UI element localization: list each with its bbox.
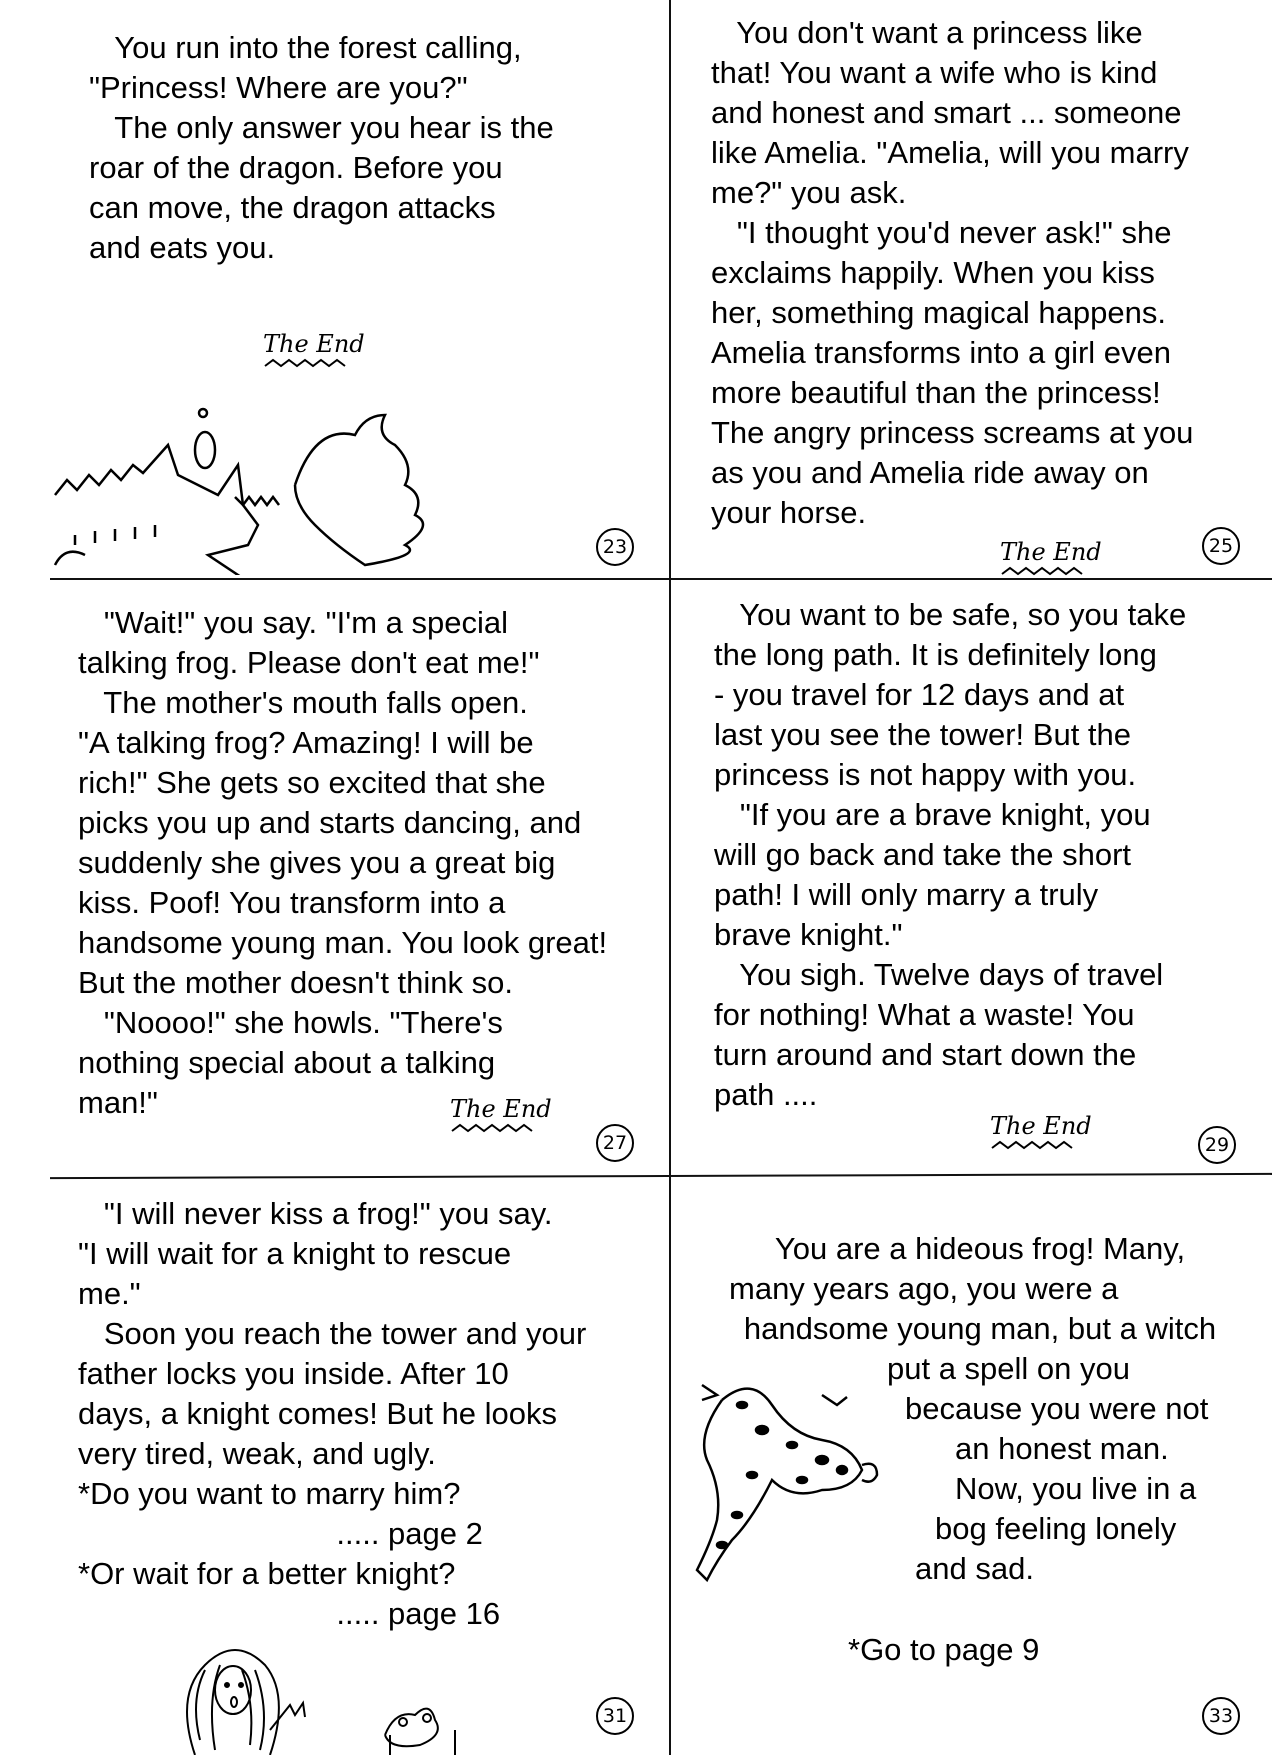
text-line: days, a knight comes! But he looks bbox=[78, 1396, 558, 1431]
the-end-label: The End bbox=[1000, 538, 1120, 576]
dragon-illustration bbox=[45, 405, 505, 575]
text-line: because you were not bbox=[905, 1391, 1209, 1426]
text-line: You are a hideous frog! Many, bbox=[774, 1231, 1186, 1266]
text-line: You want to be safe, so you take bbox=[714, 597, 1187, 632]
text-line: very tired, weak, and ugly. bbox=[78, 1436, 436, 1471]
text-line: can move, the dragon attacks bbox=[89, 190, 496, 225]
text-line: kiss. Poof! You transform into a bbox=[78, 885, 506, 920]
text-line: Soon you reach the tower and your bbox=[78, 1316, 587, 1351]
page-number-29: 29 bbox=[1198, 1126, 1236, 1164]
panel-23-text bbox=[89, 28, 554, 268]
text-line: roar of the dragon. Before you bbox=[89, 150, 503, 185]
text-line: path! I will only marry a truly bbox=[714, 877, 1099, 912]
text-line: You sigh. Twelve days of travel bbox=[714, 957, 1164, 992]
text-line: "I thought you'd never ask!" she bbox=[711, 215, 1172, 250]
horizontal-divider-bottom bbox=[50, 1173, 1272, 1179]
text-line: brave knight." bbox=[714, 917, 903, 952]
text-line: will go back and take the short bbox=[714, 837, 1132, 872]
page-number-31: 31 bbox=[596, 1697, 634, 1735]
text-line: The only answer you hear is the bbox=[89, 110, 554, 145]
choice-option: *Or wait for a better knight? bbox=[78, 1556, 456, 1591]
the-end-label: The End bbox=[990, 1112, 1110, 1150]
text-line: me." bbox=[78, 1276, 141, 1311]
text-line: princess is not happy with you. bbox=[714, 757, 1137, 792]
choice-page-ref: ..... page 16 bbox=[78, 1596, 501, 1631]
choice-option: *Do you want to marry him? bbox=[78, 1476, 461, 1511]
text-line: path .... bbox=[714, 1077, 818, 1112]
choice-page-ref: ..... page 2 bbox=[78, 1516, 483, 1551]
text-line: "I will wait for a knight to rescue bbox=[78, 1236, 512, 1271]
text-line: handsome young man. You look great! bbox=[78, 925, 608, 960]
text-line: The mother's mouth falls open. bbox=[78, 685, 528, 720]
text-line: picks you up and starts dancing, and bbox=[78, 805, 582, 840]
text-line: an honest man. bbox=[955, 1431, 1169, 1466]
panel-29-text bbox=[714, 595, 1186, 1115]
text-line: more beautiful than the princess! bbox=[711, 375, 1161, 410]
text-line: "I will never kiss a frog!" you say. bbox=[78, 1196, 553, 1231]
panel-27-text bbox=[78, 603, 607, 1123]
text-line: and eats you. bbox=[89, 230, 276, 265]
text-line: Amelia transforms into a girl even bbox=[711, 335, 1172, 370]
text-line: talking frog. Please don't eat me!" bbox=[78, 645, 540, 680]
panel-31-text bbox=[78, 1194, 586, 1634]
text-line: and sad. bbox=[915, 1551, 1034, 1586]
text-line: put a spell on you bbox=[887, 1351, 1131, 1386]
page-number-27: 27 bbox=[596, 1124, 634, 1162]
text-line: Now, you live in a bbox=[955, 1471, 1197, 1506]
text-line: - you travel for 12 days and at bbox=[714, 677, 1125, 712]
frog-illustration bbox=[692, 1375, 902, 1585]
page-number-33: 33 bbox=[1202, 1697, 1240, 1735]
page-number-23: 23 bbox=[596, 528, 634, 566]
text-line: You don't want a princess like bbox=[711, 15, 1143, 50]
text-line: last you see the tower! But the bbox=[714, 717, 1132, 752]
text-line: turn around and start down the bbox=[714, 1037, 1137, 1072]
text-line: her, something magical happens. bbox=[711, 295, 1166, 330]
text-line: as you and Amelia ride away on bbox=[711, 455, 1149, 490]
text-line: "Noooo!" she howls. "There's bbox=[78, 1005, 503, 1040]
text-line: suddenly she gives you a great big bbox=[78, 845, 556, 880]
text-line: many years ago, you were a bbox=[729, 1271, 1119, 1306]
text-line: But the mother doesn't think so. bbox=[78, 965, 513, 1000]
text-line: man!" bbox=[78, 1085, 158, 1120]
panel-25-text bbox=[711, 13, 1193, 533]
text-line: "Princess! Where are you?" bbox=[89, 70, 468, 105]
text-line: for nothing! What a waste! You bbox=[714, 997, 1135, 1032]
the-end-label: The End bbox=[263, 330, 383, 368]
text-line: You run into the forest calling, bbox=[89, 30, 522, 65]
text-line: nothing special about a talking bbox=[78, 1045, 496, 1080]
text-line: "Wait!" you say. "I'm a special bbox=[78, 605, 509, 640]
text-line: the long path. It is definitely long bbox=[714, 637, 1157, 672]
text-line: rich!" She gets so excited that she bbox=[78, 765, 546, 800]
text-line: that! You want a wife who is kind bbox=[711, 55, 1158, 90]
text-line: handsome young man, but a witch bbox=[743, 1311, 1217, 1346]
vertical-divider bbox=[669, 0, 671, 1755]
text-line: "A talking frog? Amazing! I will be bbox=[78, 725, 534, 760]
text-line: "If you are a brave knight, you bbox=[714, 797, 1151, 832]
the-end-label: The End bbox=[450, 1095, 570, 1133]
page-number-25: 25 bbox=[1202, 527, 1240, 565]
horizontal-divider-top bbox=[50, 578, 1272, 580]
text-line: The angry princess screams at you bbox=[711, 415, 1194, 450]
text-line: and honest and smart ... someone bbox=[711, 95, 1182, 130]
text-line: bog feeling lonely bbox=[935, 1511, 1177, 1546]
text-line: like Amelia. "Amelia, will you marry bbox=[711, 135, 1189, 170]
text-line: exclaims happily. When you kiss bbox=[711, 255, 1155, 290]
goto-instruction: *Go to page 9 bbox=[848, 1632, 1040, 1667]
girl-and-frog-illustration bbox=[165, 1640, 485, 1755]
text-line: me?" you ask. bbox=[711, 175, 907, 210]
text-line: your horse. bbox=[711, 495, 867, 530]
text-line: father locks you inside. After 10 bbox=[78, 1356, 509, 1391]
